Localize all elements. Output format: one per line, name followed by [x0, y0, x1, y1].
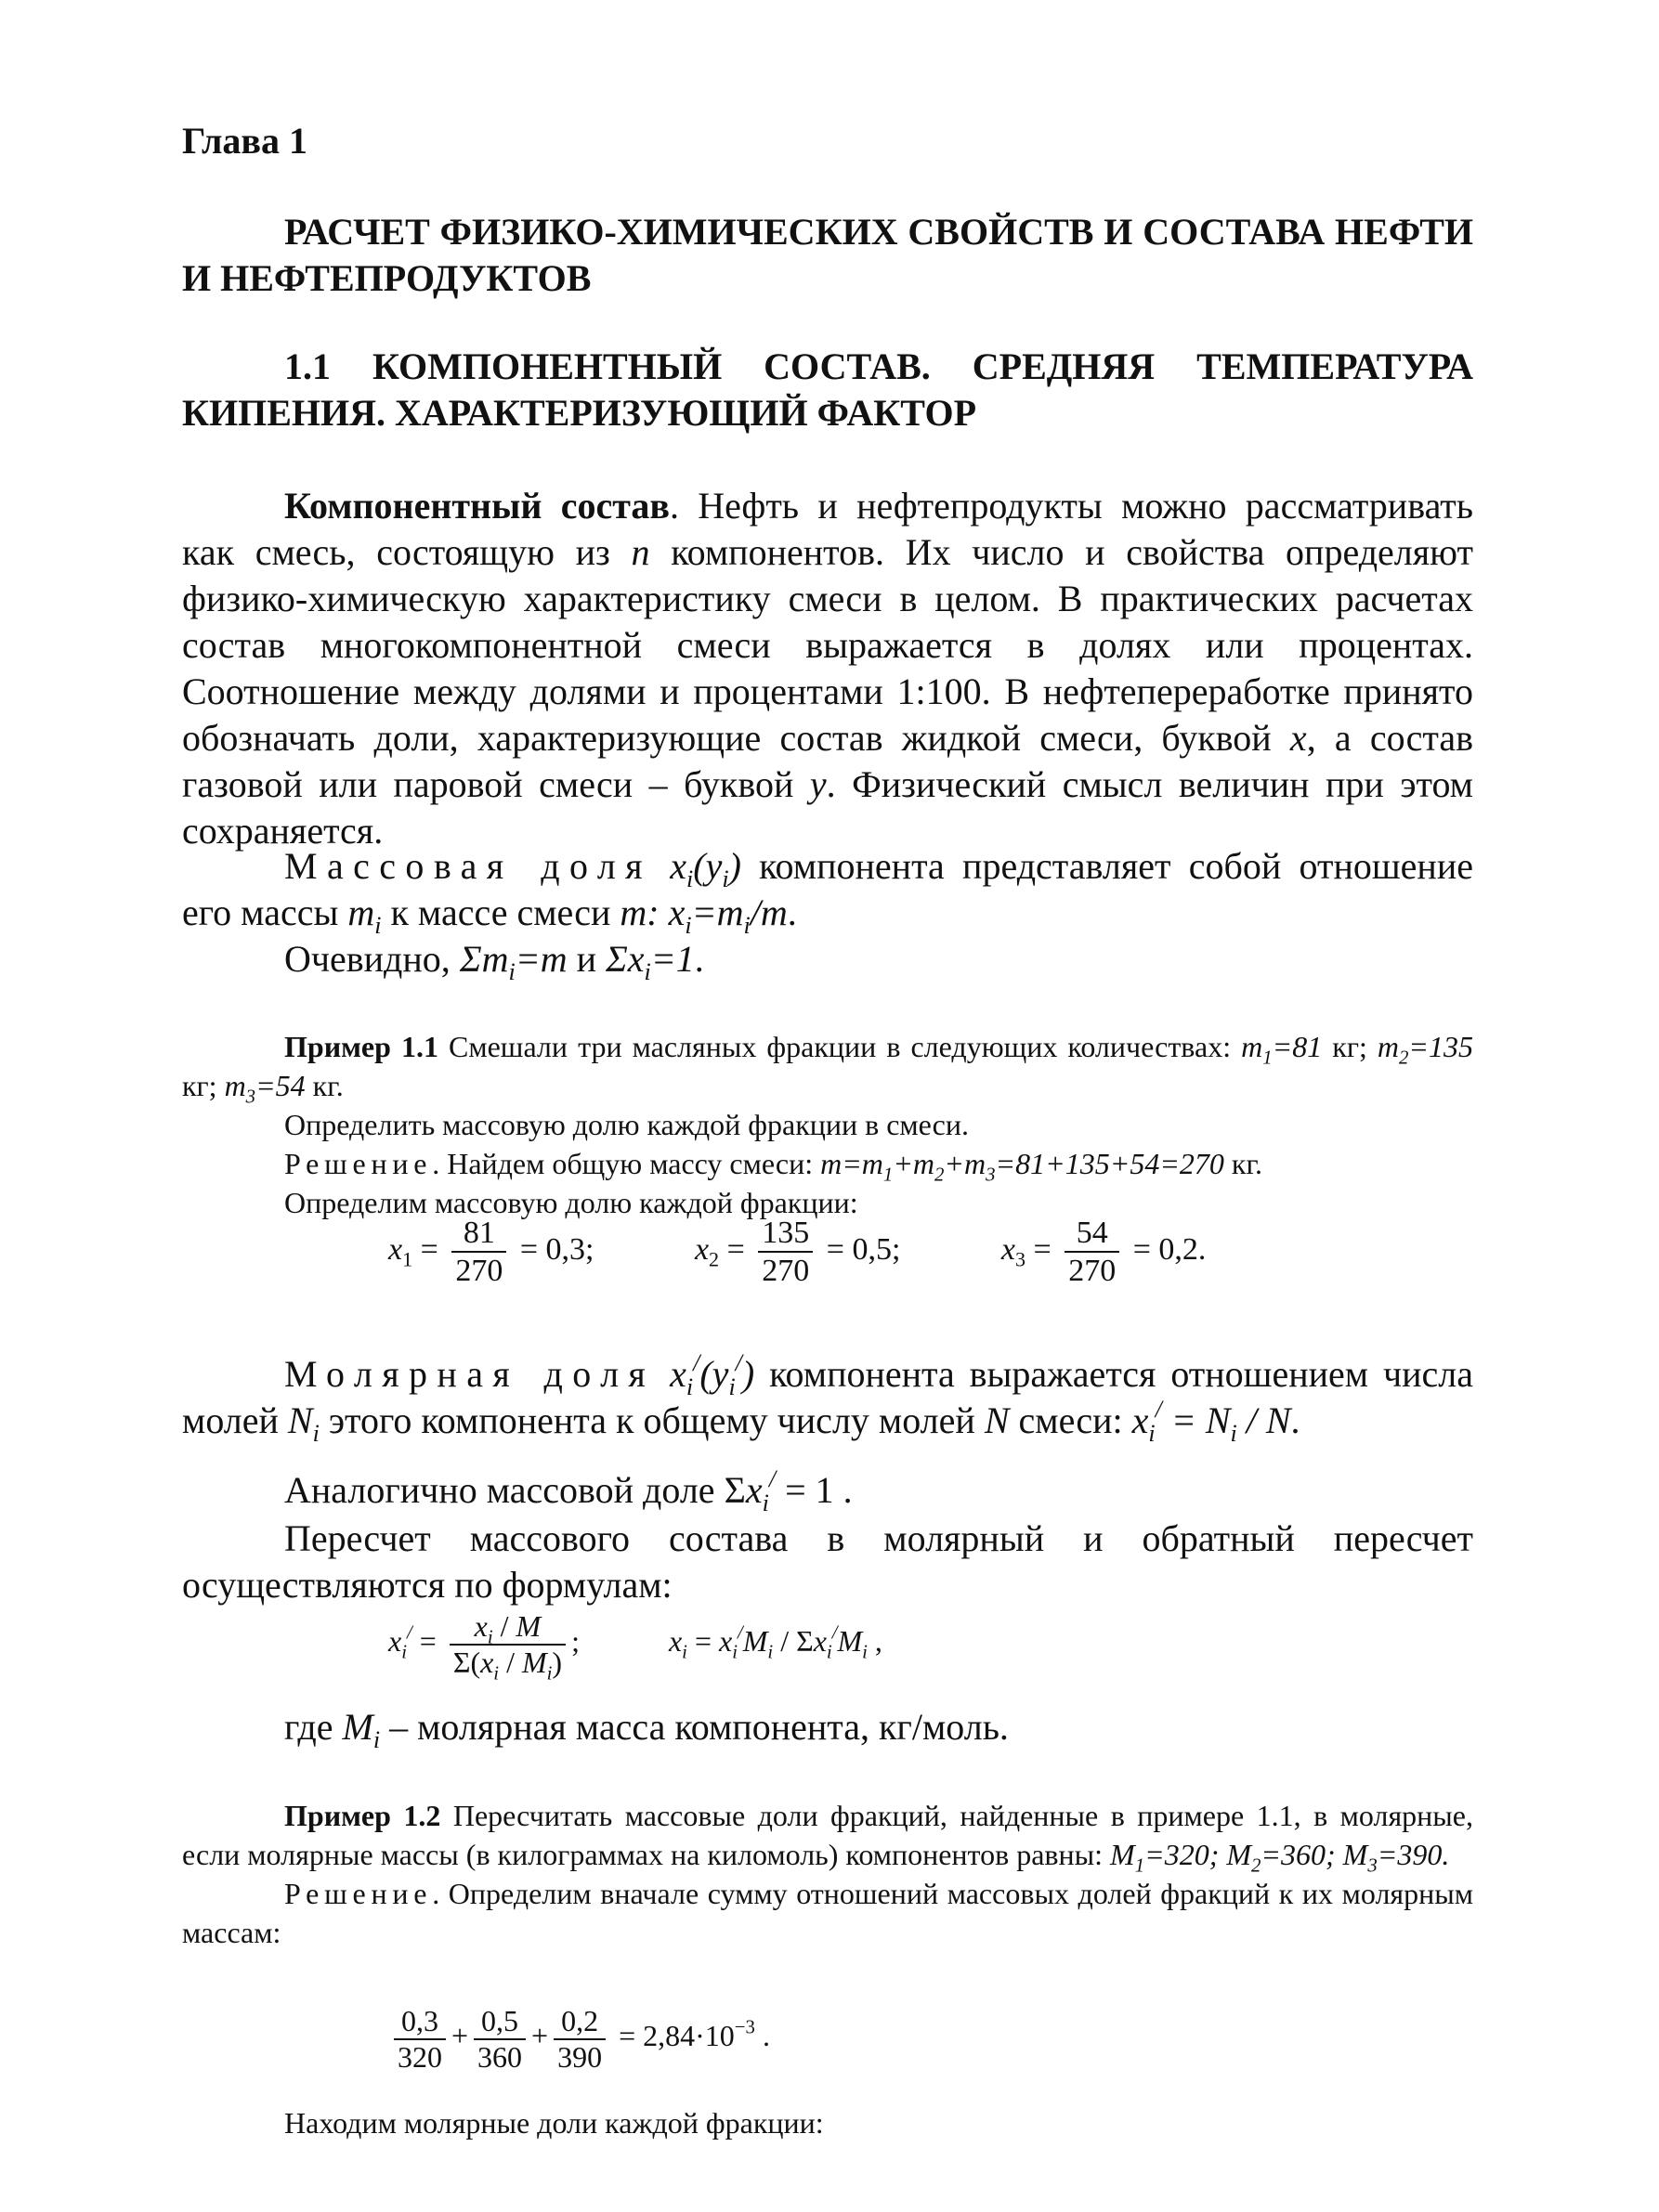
paragraph-molar-mass: где $M_i$ – молярная масса компонента, кг/моль.	[284, 1706, 1009, 1754]
subsection-title: 1.1 КОМПОНЕНТНЫЙ СОСТАВ. СРЕДНЯЯ ТЕМПЕРАТУРА КИПЕНИЯ. ХАРАКТЕРИЗУЮЩИЙ ФАКТОР	[182, 345, 1473, 434]
example-1-1: Пример 1.1 Смешали три масляных фракции в следующих количествах: $m_1=81$ кг; $m_2=135$ кг; $m_3=54$ кг. Определить массовую долю каждой фракции в смеси. Решение. Найдем общую массу смеси: $m=m_1+m_2+m_3=81+135+54=270$ кг. Определим массовую долю каждой фракции:	[182, 1027, 1473, 1222]
lead-term: Компонентный состав	[284, 485, 670, 527]
example-label: Пример 1.1	[284, 1030, 438, 1063]
example-step: Определим массовую долю каждой фракции:	[284, 1186, 858, 1219]
solution-label: Решение	[284, 1147, 433, 1180]
final-line: Находим молярные доли каждой фракции:	[284, 2106, 824, 2140]
fraction-x1: $x_1$ = $\frac{81}{270}$ = 0,3;	[388, 1216, 594, 1289]
example-task: Определить массовую долю каждой фракции в смеси.	[284, 1108, 969, 1141]
equation-mass-fractions	[388, 1215, 1299, 1289]
fraction-x2: $x_2$ = $\frac{135}{270}$ = 0,5;	[694, 1216, 901, 1289]
term-molar-fraction: Молярная доля	[284, 1353, 656, 1395]
paragraph-similarly: Аналогично массовой доле $\Sigma x_i^/ = 1$ .	[284, 1465, 853, 1517]
example-1-2: Пример 1.2 Пересчитать массовые доли фракций, найденные в примере 1.1, в молярные, если молярные массы (в килограммах на киломоль) компонентов равны: $M_1=320$; $M_2=360$; $M_3=390$. Решение. Определим вначале сумму отношений массовых долей фракций к их молярным массам:	[182, 1799, 1474, 1949]
section-title: РАСЧЕТ ФИЗИКО-ХИМИЧЕСКИХ СВОЙСТВ И СОСТАВА НЕФТИ И НЕФТЕПРОДУКТОВ	[182, 211, 1473, 299]
term-mass-fraction: Массовая доля	[284, 845, 652, 887]
fraction-x3: $x_3$ = $\frac{54}{270}$ = 0,2.	[1000, 1216, 1207, 1289]
equation-recalculation: $x_i^/$ = $\frac{x_i / M}{\Sigma(x_i / M_i)}$ ; $x_i = x_i^/M_i / \Sigma x_i^/M_i$ ,	[388, 1609, 882, 1685]
paragraph-recalculation: Пересчет массового состава в молярный и обратный пересчет осуществляются по формулам:	[182, 1517, 1473, 1606]
example-label: Пример 1.2	[284, 1799, 441, 1832]
paragraph-molar-fraction: Молярная доля $x_i^/(y_i^/)$ компонента выражается отношением числа молей $N_i$ этого компонента к общему числу молей N смеси: $x_i^/ = N_i / N$.	[182, 1349, 1473, 1448]
solution-label: Решение	[284, 1877, 433, 1910]
paragraph-component-composition: Компонентный состав. Нефть и нефтепродукты можно рассматривать как смесь, состоящую из n компонентов. Их число и свойства определяют физико-химическую характеристику смеси в целом. В практических расчетах состав многокомпонентной смеси выражается в долях или процентах. Соотношение между долями и процентами 1:100. В нефтепереработке принято обозначать доли, характеризующие состав жидкой смеси, буквой x, а состав газовой или паровой смеси – буквой y. Физический смысл величин при этом сохраняется.	[182, 485, 1474, 852]
paragraph-obviously: Очевидно, $\Sigma m_i=m$ и $\Sigma x_i=1$.	[284, 938, 704, 986]
chapter-title: Глава 1	[182, 120, 307, 162]
paragraph-mass-fraction: Массовая доля $x_i(y_i)$ компонента представляет собой отношение его массы $m_i$ к массе смеси m: $x_i=m_i/m$.	[182, 845, 1473, 940]
equation-sum-ratios: $\frac{0,3}{320}$ + $\frac{0,5}{360}$ + $\frac{0,2}{390}$ = $2,84\cdot 10^{-3}$ .	[388, 2004, 770, 2075]
